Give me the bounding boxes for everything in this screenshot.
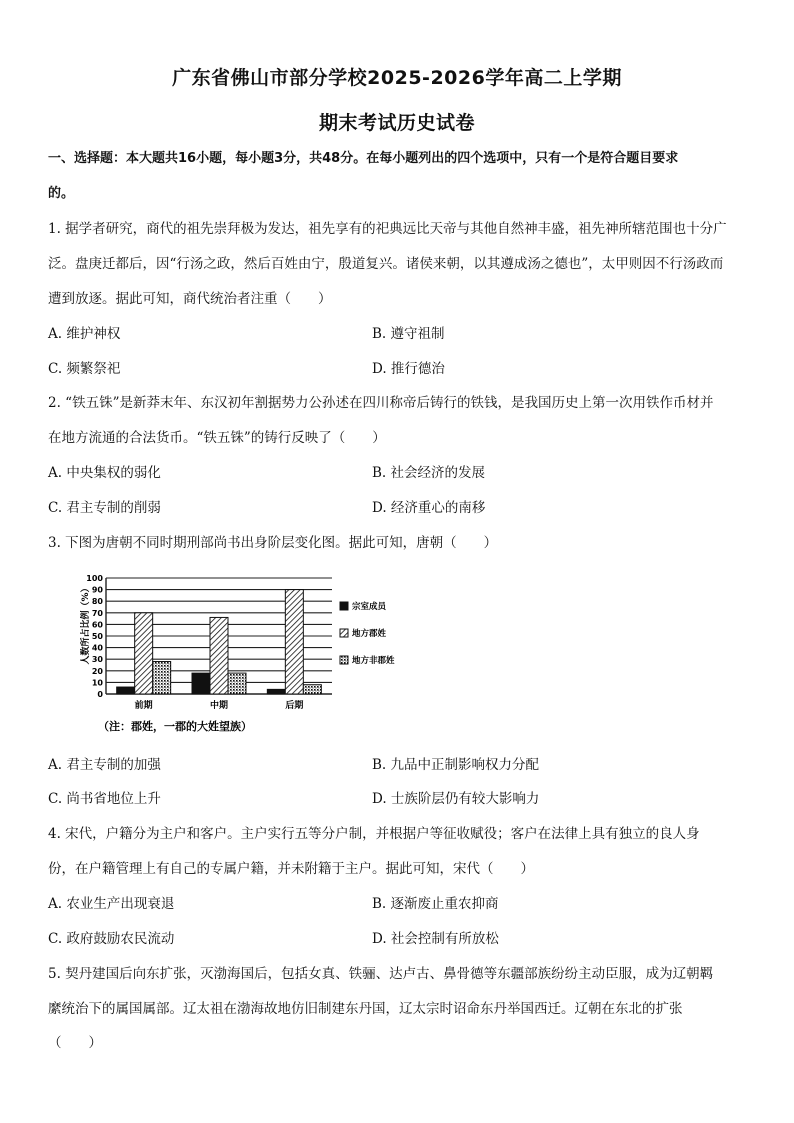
question-4-stem: 份，在户籍管理上有自己的专属户籍，并未附籍于主户。据此可知，宋代（ ） [48, 861, 534, 877]
y-tick-label: 30 [91, 655, 103, 665]
exam-title-line1: 广东省佛山市部分学校2025-2026学年高二上学期 [172, 67, 622, 89]
bar-地方非郡姓 [303, 685, 321, 694]
legend-swatch [340, 602, 348, 610]
bar-地方非郡姓 [153, 662, 171, 694]
question-3-option-a[interactable]: A. 君主专制的加强 [48, 757, 161, 773]
question-3-stem: 3. 下图为唐朝不同时期刑部尚书出身阶层变化图。据此可知，唐朝（ ） [48, 535, 498, 551]
y-tick-label: 80 [91, 597, 103, 607]
y-tick-label: 90 [91, 585, 103, 595]
section-heading: 一、选择题：本大题共16小题，每小题3分，共48分。在每小题列出的四个选项中，只有一个是符合题目要求 [48, 151, 679, 166]
question-4-option-b[interactable]: B. 逐渐废止重农抑商 [372, 896, 499, 912]
y-tick-label: 40 [91, 643, 103, 653]
x-category-label: 后期 [285, 701, 304, 711]
bar-地方非郡姓 [228, 673, 246, 694]
chart-note: （注：郡姓，一郡的大姓望族） [98, 720, 252, 733]
question-3-option-c[interactable]: C. 尚书省地位上升 [48, 791, 161, 807]
bar-chart [80, 566, 420, 738]
question-1-stem: 泛。盘庚迁都后，因“行汤之政，然后百姓由宁，殷道复兴。诸侯来朝，以其遵成汤之德也”，太甲则因不行汤政而 [48, 256, 724, 272]
question-2-option-d[interactable]: D. 经济重心的南移 [372, 500, 486, 516]
question-5-stem: 縻统治下的属国属部。辽太祖在渤海故地仿旧制建东丹国，辽太宗时诏命东丹举国西迁。辽朝在东北的扩张 [48, 1001, 683, 1017]
legend-swatch [340, 629, 348, 637]
legend-label: 宗室成员 [352, 602, 387, 612]
y-tick-label: 0 [97, 690, 103, 699]
legend-swatch [340, 656, 348, 664]
question-4-option-d[interactable]: D. 社会控制有所放松 [372, 931, 499, 947]
chart-container [80, 566, 420, 738]
bar-地方郡姓 [285, 590, 303, 694]
legend-label: 地方非郡姓 [352, 656, 395, 666]
question-3-option-d[interactable]: D. 士族阶层仍有较大影响力 [372, 791, 540, 807]
y-tick-label: 60 [91, 620, 103, 630]
x-category-label: 中期 [209, 701, 229, 711]
question-1-option-c[interactable]: C. 频繁祭祀 [48, 361, 121, 377]
question-5-stem: 5. 契丹建国后向东扩张，灭渤海国后，包括女真、铁骊、达卢古、鼻骨德等东疆部族纷纷主动臣服，成为辽朝羁 [48, 966, 714, 982]
bar-宗室成员 [192, 673, 210, 694]
question-2-stem: 在地方流通的合法货币。“铁五铢”的铸行反映了（ ） [48, 430, 386, 446]
legend-label: 地方郡姓 [352, 629, 387, 639]
question-1-option-b[interactable]: B. 遵守祖制 [372, 326, 445, 342]
y-tick-label: 70 [91, 608, 103, 618]
question-2-option-c[interactable]: C. 君主专制的削弱 [48, 500, 161, 516]
bar-宗室成员 [117, 687, 135, 694]
question-1-option-d[interactable]: D. 推行德治 [372, 361, 445, 377]
y-axis-label: 人数所占比例（%） [81, 583, 91, 665]
section-heading-cont: 的。 [48, 186, 75, 201]
question-1-option-a[interactable]: A. 维护神权 [48, 326, 121, 342]
question-3-option-b[interactable]: B. 九品中正制影响权力分配 [372, 757, 540, 773]
question-5-answer-blank: （ ） [48, 1035, 102, 1051]
exam-title-line2: 期末考试历史试卷 [318, 112, 475, 134]
question-2-stem: 2. “铁五铢”是新莽末年、东汉初年割据势力公孙述在四川称帝后铸行的铁钱，是我国历史上第一次用铁作币材并 [48, 395, 714, 411]
question-2-option-a[interactable]: A. 中央集权的弱化 [48, 465, 161, 481]
question-4-option-c[interactable]: C. 政府鼓励农民流动 [48, 931, 175, 947]
question-4-stem: 4. 宋代，户籍分为主户和客户。主户实行五等分户制，并根据户等征收赋役；客户在法律上具有独立的良人身 [48, 826, 700, 842]
question-1-stem: 遭到放逐。据此可知，商代统治者注重（ ） [48, 291, 332, 307]
y-tick-label: 50 [91, 632, 103, 641]
question-1-stem: 1. 据学者研究，商代的祖先崇拜极为发达，祖先享有的祀典远比天帝与其他自然神丰盛，祖先神所辖范围也十分广 [48, 221, 727, 237]
bar-地方郡姓 [210, 617, 228, 694]
y-tick-label: 20 [91, 666, 103, 676]
y-tick-label: 10 [91, 678, 103, 688]
question-2-option-b[interactable]: B. 社会经济的发展 [372, 465, 486, 481]
question-4-option-a[interactable]: A. 农业生产出现衰退 [48, 896, 175, 912]
x-category-label: 前期 [134, 701, 153, 711]
bar-地方郡姓 [135, 613, 153, 694]
y-tick-label: 100 [86, 574, 103, 583]
bar-宗室成员 [267, 689, 285, 694]
